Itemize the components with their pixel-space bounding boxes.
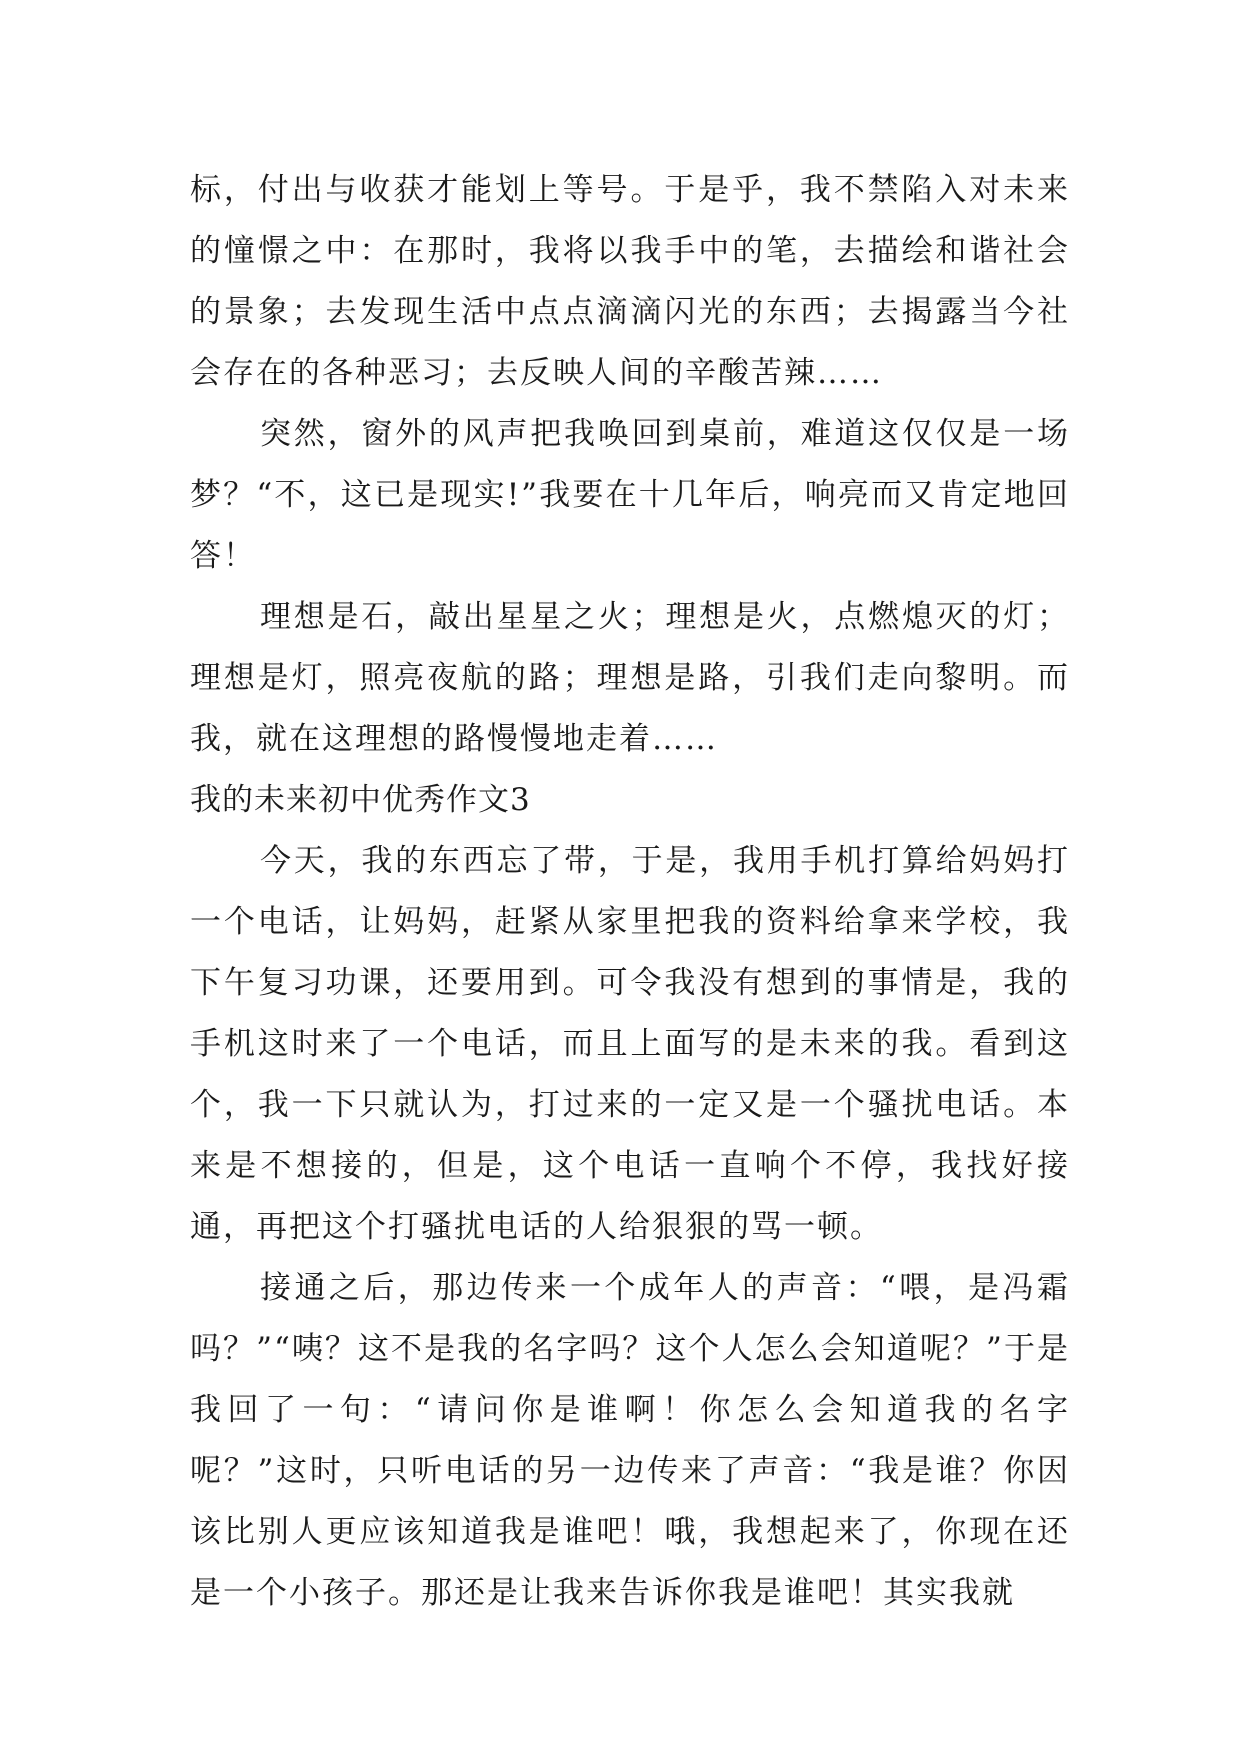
- paragraph-3: 理想是石，敲出星星之火；理想是火，点燃熄灭的灯；理想是灯，照亮夜航的路；理想是路，引我们走向黎明。而我，就在这理想的路慢慢地走着……: [190, 599, 1070, 757]
- document-body: [190, 160, 1070, 1624]
- paragraph-5: 接通之后，那边传来一个成年人的声音：“喂，是冯霜吗？”“咦？这不是我的名字吗？这个人怎么会知道呢？”于是我回了一句：“请问你是谁啊！你怎么会知道我的名字呢？”这时，只听电话的另一边传来了声音：“我是谁？你因该比别人更应该知道我是谁吧！哦，我想起来了，你现在还是一个小孩子。那还是让我来告诉你我是谁吧！其实我就: [190, 1270, 1070, 1611]
- paragraph-1: 标，付出与收获才能划上等号。于是乎，我不禁陷入对未来的憧憬之中：在那时，我将以我手中的笔，去描绘和谐社会的景象；去发现生活中点点滴滴闪光的东西；去揭露当今社会存在的各种恶习；去反映人间的辛酸苦辣……: [190, 172, 1070, 391]
- section-heading: 我的未来初中优秀作文3: [190, 782, 531, 818]
- paragraph-4: 今天，我的东西忘了带，于是，我用手机打算给妈妈打一个电话，让妈妈，赶紧从家里把我的资料给拿来学校，我下午复习功课，还要用到。可令我没有想到的事情是，我的手机这时来了一个电话，而且上面写的是未来的我。看到这个，我一下只就认为，打过来的一定又是一个骚扰电话。本来是不想接的，但是，这个电话一直响个不停，我找好接通，再把这个打骚扰电话的人给狠狠的骂一顿。: [190, 843, 1070, 1245]
- paragraph-2: 突然，窗外的风声把我唤回到桌前，难道这仅仅是一场梦？“不，这已是现实!”我要在十几年后，响亮而又肯定地回答！: [190, 416, 1070, 574]
